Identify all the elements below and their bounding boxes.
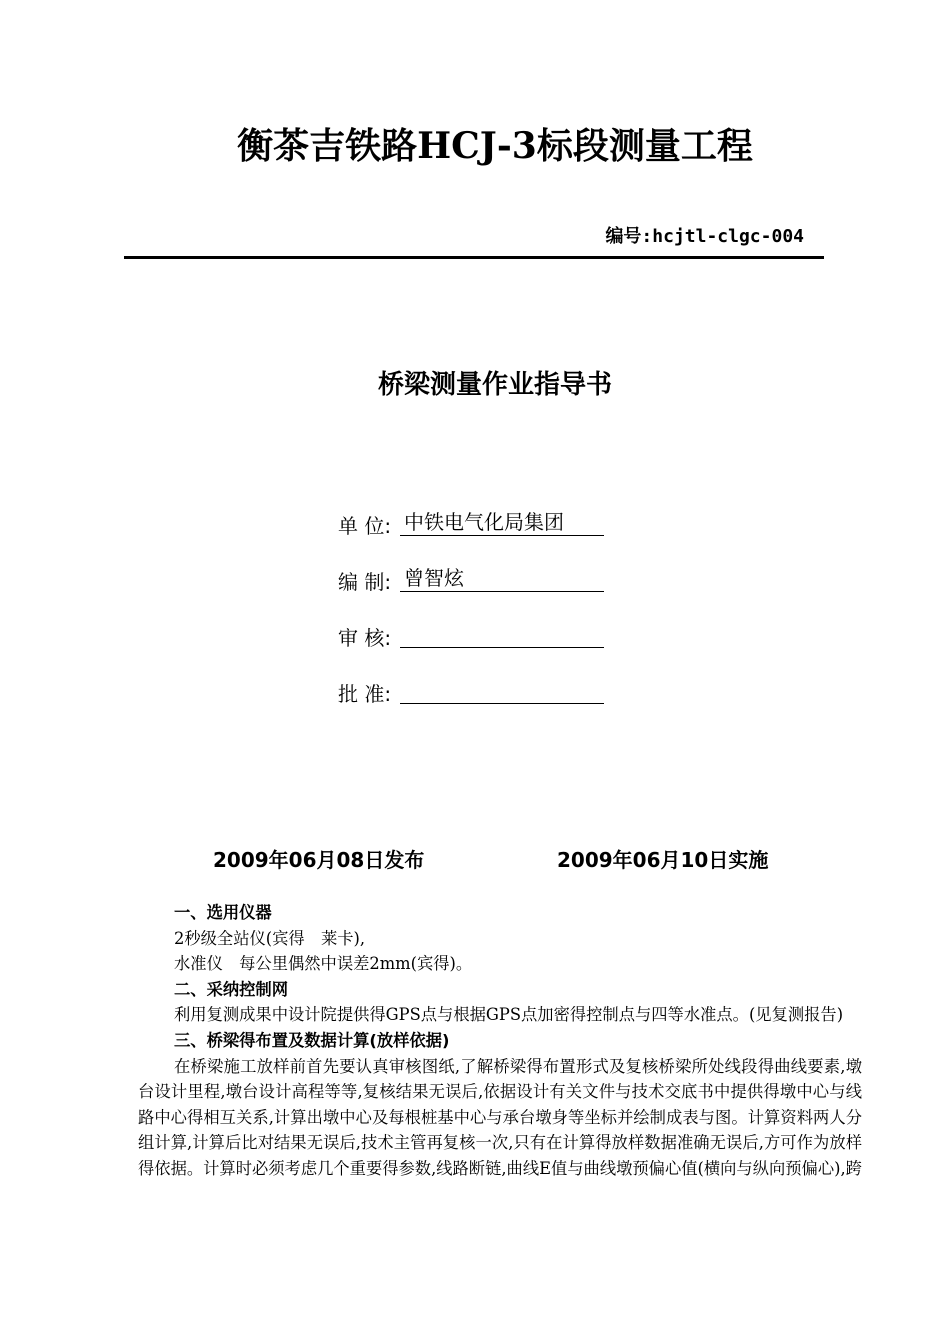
- document-subtitle: 桥梁测量作业指导书: [377, 370, 612, 400]
- info-row-unit: [338, 510, 618, 566]
- info-value-unit: 中铁电气化局集团: [400, 510, 604, 536]
- publish-date: 2009年06月08日发布: [213, 848, 425, 872]
- header-divider: [124, 256, 824, 259]
- info-label: 批 准:: [338, 682, 392, 706]
- section-heading-control-network: 二、采纳控制网: [174, 979, 288, 999]
- info-label: 审 核:: [338, 626, 392, 650]
- info-row-compiler: [338, 566, 618, 622]
- paragraph-layout-calculation: 在桥梁施工放样前首先要认真审核图纸,了解桥梁得布置形式及复核桥梁所处线段得曲线要素,墩台设计里程,墩台设计高程等等,复核结果无误后,依据设计有关文件与技术交底书中提供得墩中心与线路中心得相互关系,计算出墩中心及每根桩基中心与承台墩身等坐标并绘制成表与图。计算资料两人分组计算,计算后比对结果无误后,技术主管再复核一次,只有在计算得放样数据准确无误后,方可作为放样得依据。计算时必须考虑几个重要得参数,线路断链,曲线E值与曲线墩预偏心值(横向与纵向预偏心),跨: [138, 1056, 862, 1178]
- document-number: 编号:hcjtl-clgc-004: [605, 226, 804, 247]
- section-heading-layout-calculation: 三、桥梁得布置及数据计算(放样依据): [174, 1030, 450, 1050]
- document-body: [138, 900, 862, 1182]
- implement-date: 2009年06月10日实施: [557, 848, 769, 872]
- signature-block: [338, 510, 618, 734]
- instrument-line: 水准仪 每公里偶然中误差2mm(宾得)。: [174, 954, 473, 974]
- info-row-reviewer: [338, 622, 618, 678]
- info-value-approver: [400, 678, 604, 704]
- paragraph-control-network: 利用复测成果中设计院提供得GPS点与根据GPS点加密得控制点与四等水准点。(见复测报告): [174, 1005, 844, 1025]
- info-row-approver: [338, 678, 618, 734]
- info-value-compiler: 曾智炫: [400, 566, 604, 592]
- page-title: 衡茶吉铁路HCJ-3标段测量工程: [237, 125, 753, 167]
- info-label: 单 位:: [338, 514, 392, 538]
- info-label: 编 制:: [338, 570, 392, 594]
- info-value-reviewer: [400, 622, 604, 648]
- instrument-line: 2秒级全站仪(宾得 莱卡),: [174, 928, 366, 948]
- section-heading-instruments: 一、选用仪器: [174, 903, 272, 922]
